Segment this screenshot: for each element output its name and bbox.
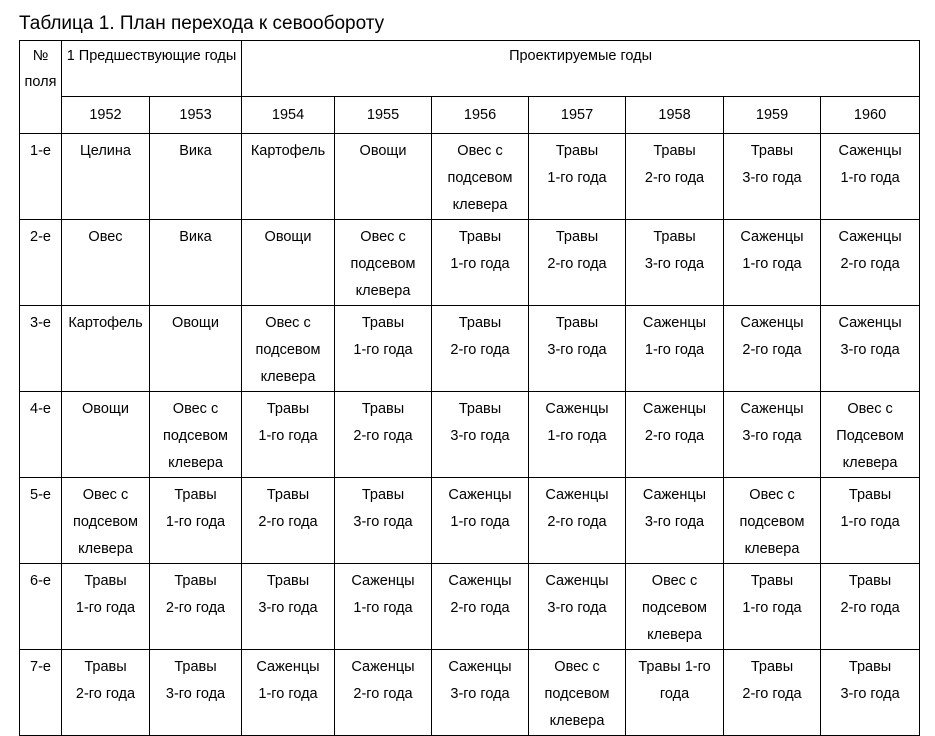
crop-cell: Вика <box>150 220 242 306</box>
crop-cell: Травы 1-го года <box>529 134 626 220</box>
header-row-groups <box>20 41 920 97</box>
crop-cell: Травы 2-го года <box>626 134 724 220</box>
crop-cell: Овощи <box>242 220 335 306</box>
field-number-cell: 2-е <box>20 220 62 306</box>
table-row <box>20 650 920 736</box>
crop-cell: Травы 1-го года <box>432 220 529 306</box>
crop-cell: Травы 1-го года <box>626 650 724 736</box>
crop-cell: Саженцы 2-го года <box>335 650 432 736</box>
crop-cell: Саженцы 3-го года <box>626 478 724 564</box>
crop-cell: Саженцы 2-го года <box>529 478 626 564</box>
field-number-cell: 3-е <box>20 306 62 392</box>
header-field-number: № поля <box>20 41 62 134</box>
header-projected-years: Проектируемые годы <box>242 41 920 97</box>
crop-cell: Овощи <box>150 306 242 392</box>
crop-cell: Овес с подсевом клевера <box>150 392 242 478</box>
crop-cell: Травы 3-го года <box>821 650 920 736</box>
crop-cell: Саженцы 1-го года <box>724 220 821 306</box>
table-row <box>20 564 920 650</box>
crop-cell: Травы 2-го года <box>724 650 821 736</box>
crop-cell: Травы 3-го года <box>432 392 529 478</box>
crop-cell: Саженцы 1-го года <box>242 650 335 736</box>
table-row <box>20 134 920 220</box>
header-previous-years: 1 Предшествующие годы <box>62 41 242 97</box>
header-year: 1954 <box>242 97 335 134</box>
field-number-cell: 5-е <box>20 478 62 564</box>
table-row <box>20 392 920 478</box>
crop-cell: Травы 2-го года <box>335 392 432 478</box>
crop-cell: Саженцы 3-го года <box>529 564 626 650</box>
crop-cell: Саженцы 2-го года <box>724 306 821 392</box>
crop-cell: Саженцы 1-го года <box>529 392 626 478</box>
crop-cell: Травы 2-го года <box>821 564 920 650</box>
crop-cell: Овес с Подсевом клевера <box>821 392 920 478</box>
table-row <box>20 220 920 306</box>
crop-cell: Травы 3-го года <box>335 478 432 564</box>
header-year: 1957 <box>529 97 626 134</box>
crop-cell: Вика <box>150 134 242 220</box>
crop-cell: Травы 2-го года <box>62 650 150 736</box>
crop-cell: Целина <box>62 134 150 220</box>
field-number-cell: 4-е <box>20 392 62 478</box>
header-year: 1958 <box>626 97 724 134</box>
header-year: 1955 <box>335 97 432 134</box>
header-year: 1953 <box>150 97 242 134</box>
crop-cell: Травы 2-го года <box>529 220 626 306</box>
header-year: 1952 <box>62 97 150 134</box>
crop-cell: Травы 2-го года <box>242 478 335 564</box>
crop-cell: Травы 1-го года <box>335 306 432 392</box>
crop-cell: Травы 3-го года <box>626 220 724 306</box>
crop-cell: Саженцы 3-го года <box>724 392 821 478</box>
crop-rotation-table <box>19 40 920 736</box>
crop-cell: Травы 2-го года <box>150 564 242 650</box>
crop-cell: Овощи <box>335 134 432 220</box>
crop-cell: Саженцы 2-го года <box>432 564 529 650</box>
crop-cell: Овес с подсевом клевера <box>724 478 821 564</box>
crop-cell: Травы 3-го года <box>724 134 821 220</box>
header-year: 1960 <box>821 97 920 134</box>
crop-cell: Овощи <box>62 392 150 478</box>
crop-cell: Овес с подсевом клевера <box>432 134 529 220</box>
crop-cell: Овес с подсевом клевера <box>335 220 432 306</box>
crop-cell: Саженцы 1-го года <box>432 478 529 564</box>
crop-cell: Овес с подсевом клевера <box>529 650 626 736</box>
header-year: 1956 <box>432 97 529 134</box>
crop-cell: Овес с подсевом клевера <box>242 306 335 392</box>
crop-cell: Травы 2-го года <box>432 306 529 392</box>
crop-cell: Саженцы 1-го года <box>821 134 920 220</box>
crop-cell: Травы 1-го года <box>62 564 150 650</box>
field-number-cell: 1-е <box>20 134 62 220</box>
crop-cell: Овес с подсевом клевера <box>626 564 724 650</box>
field-number-cell: 6-е <box>20 564 62 650</box>
crop-cell: Овес с подсевом клевера <box>62 478 150 564</box>
table-row <box>20 478 920 564</box>
crop-cell: Саженцы 3-го года <box>821 306 920 392</box>
crop-cell: Саженцы 3-го года <box>432 650 529 736</box>
crop-cell: Картофель <box>242 134 335 220</box>
crop-cell: Травы 1-го года <box>150 478 242 564</box>
crop-cell: Саженцы 1-го года <box>626 306 724 392</box>
crop-cell: Травы 3-го года <box>529 306 626 392</box>
crop-cell: Травы 3-го года <box>150 650 242 736</box>
field-number-cell: 7-е <box>20 650 62 736</box>
crop-cell: Травы 1-го года <box>242 392 335 478</box>
crop-cell: Травы 1-го года <box>724 564 821 650</box>
crop-cell: Картофель <box>62 306 150 392</box>
crop-cell: Саженцы 2-го года <box>821 220 920 306</box>
crop-cell: Травы 3-го года <box>242 564 335 650</box>
header-row-years <box>20 97 920 134</box>
header-year: 1959 <box>724 97 821 134</box>
table-row <box>20 306 920 392</box>
crop-cell: Саженцы 2-го года <box>626 392 724 478</box>
table-title: Таблица 1. План перехода к севообороту <box>19 13 385 34</box>
crop-cell: Травы 1-го года <box>821 478 920 564</box>
crop-cell: Саженцы 1-го года <box>335 564 432 650</box>
crop-cell: Овес <box>62 220 150 306</box>
